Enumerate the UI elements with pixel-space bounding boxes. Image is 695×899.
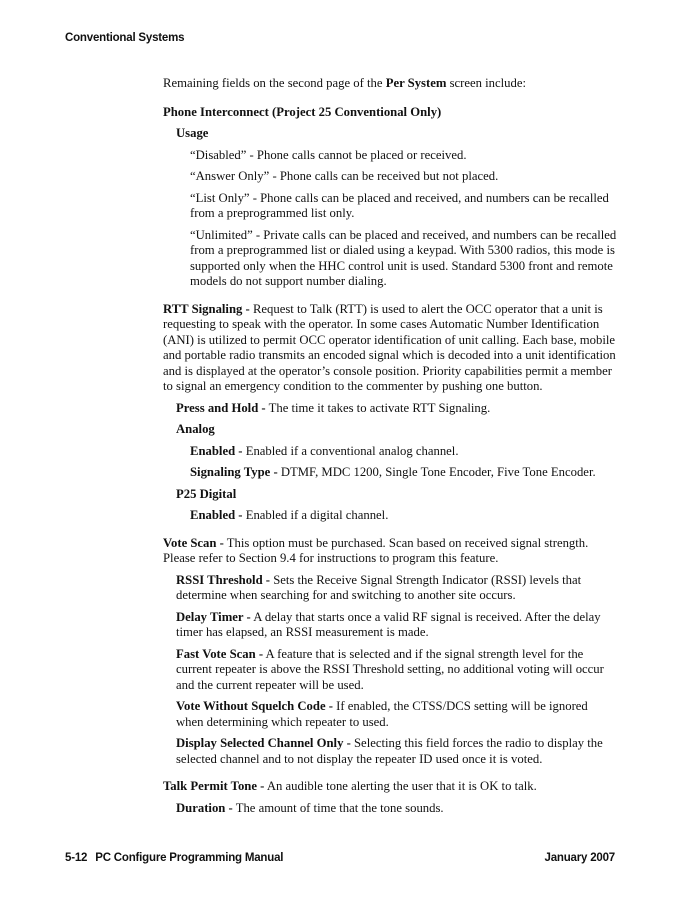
signaling-type: Signaling Type - DTMF, MDC 1200, Single Tone Encoder, Five Tone Encoder. bbox=[190, 465, 596, 479]
manual-title: PC Configure Programming Manual bbox=[95, 852, 284, 864]
running-footer bbox=[65, 852, 615, 864]
p25-digital-heading: P25 Digital bbox=[176, 486, 237, 501]
fast-vote-scan: Fast Vote Scan - A feature that is selected and if the signal strength level for the current repeater is above the RSSI Threshold setting, no additional voting will occur and the current repeater will be used. bbox=[176, 646, 604, 692]
usage-disabled: “Disabled” - Phone calls cannot be placed or received. bbox=[190, 147, 467, 162]
analog-enabled: Enabled - Enabled if a conventional analog channel. bbox=[190, 443, 459, 458]
intro-paragraph: Remaining fields on the second page of the Per System screen include: bbox=[163, 76, 527, 90]
publication-date: January 2007 bbox=[544, 852, 615, 864]
press-and-hold: Press and Hold - The time it takes to activate RTT Signaling. bbox=[176, 400, 491, 415]
display-selected-channel-only: Display Selected Channel Only - Selecting this field forces the radio to display the selected channel and to not display the repeater ID used once it is voted. bbox=[176, 736, 603, 766]
vote-scan-paragraph: Vote Scan - This option must be purchased. Scan based on received signal strength. Please refer to Section 9.4 for instructions to program this feature. bbox=[163, 535, 589, 565]
usage-answer-only: “Answer Only” - Phone calls can be received but not placed. bbox=[190, 169, 499, 183]
usage-list-only: “List Only” - Phone calls can be placed and received, and numbers can be recalled from a preprogrammed list only. bbox=[190, 190, 609, 220]
usage-unlimited: “Unlimited” - Private calls can be placed and received, and numbers can be recalled from a preprogrammed list or dialed using a keypad. With 5300 radios, this mode is supported only when the HHC control unit is used. Standard 5300 front and remote models do not support number dialing. bbox=[190, 227, 617, 288]
delay-timer: Delay Timer - A delay that starts once a valid RF signal is received. After the delay timer has elapsed, an RSSI measurement is made. bbox=[176, 609, 601, 639]
analog-heading: Analog bbox=[176, 422, 215, 436]
phone-interconnect-heading: Phone Interconnect (Project 25 Conventional Only) bbox=[163, 104, 442, 119]
p25-enabled: Enabled - Enabled if a digital channel. bbox=[190, 508, 389, 522]
rssi-threshold: RSSI Threshold - Sets the Receive Signal Strength Indicator (RSSI) levels that determine when searching for and switching to another site occurs. bbox=[176, 572, 582, 602]
duration: Duration - The amount of time that the tone sounds. bbox=[176, 800, 444, 815]
rtt-signaling-paragraph: RTT Signaling - Request to Talk (RTT) is used to alert the OCC operator that a unit is requesting to speak with the operator. In some cases Automatic Number Identification (ANI) is utilized to permit OCC operator identification of unit calling. Each base, mobile and portable radio transmits an encoded signal which is decoded into a unit identification and is displayed at the operator’s console position. Priority capabilities permit a member to signal an emergency condition to the commenter by pushing one button. bbox=[163, 301, 616, 393]
page-body bbox=[163, 76, 618, 816]
talk-permit-tone-paragraph: Talk Permit Tone - An audible tone alerting the user that it is OK to talk. bbox=[163, 779, 537, 793]
page-number: 5-12 bbox=[65, 852, 88, 864]
vote-without-squelch-code: Vote Without Squelch Code - If enabled, the CTSS/DCS setting will be ignored when determining which repeater to used. bbox=[176, 699, 588, 729]
running-header: Conventional Systems bbox=[65, 32, 185, 44]
footer-left bbox=[65, 852, 283, 864]
usage-heading: Usage bbox=[176, 126, 209, 140]
